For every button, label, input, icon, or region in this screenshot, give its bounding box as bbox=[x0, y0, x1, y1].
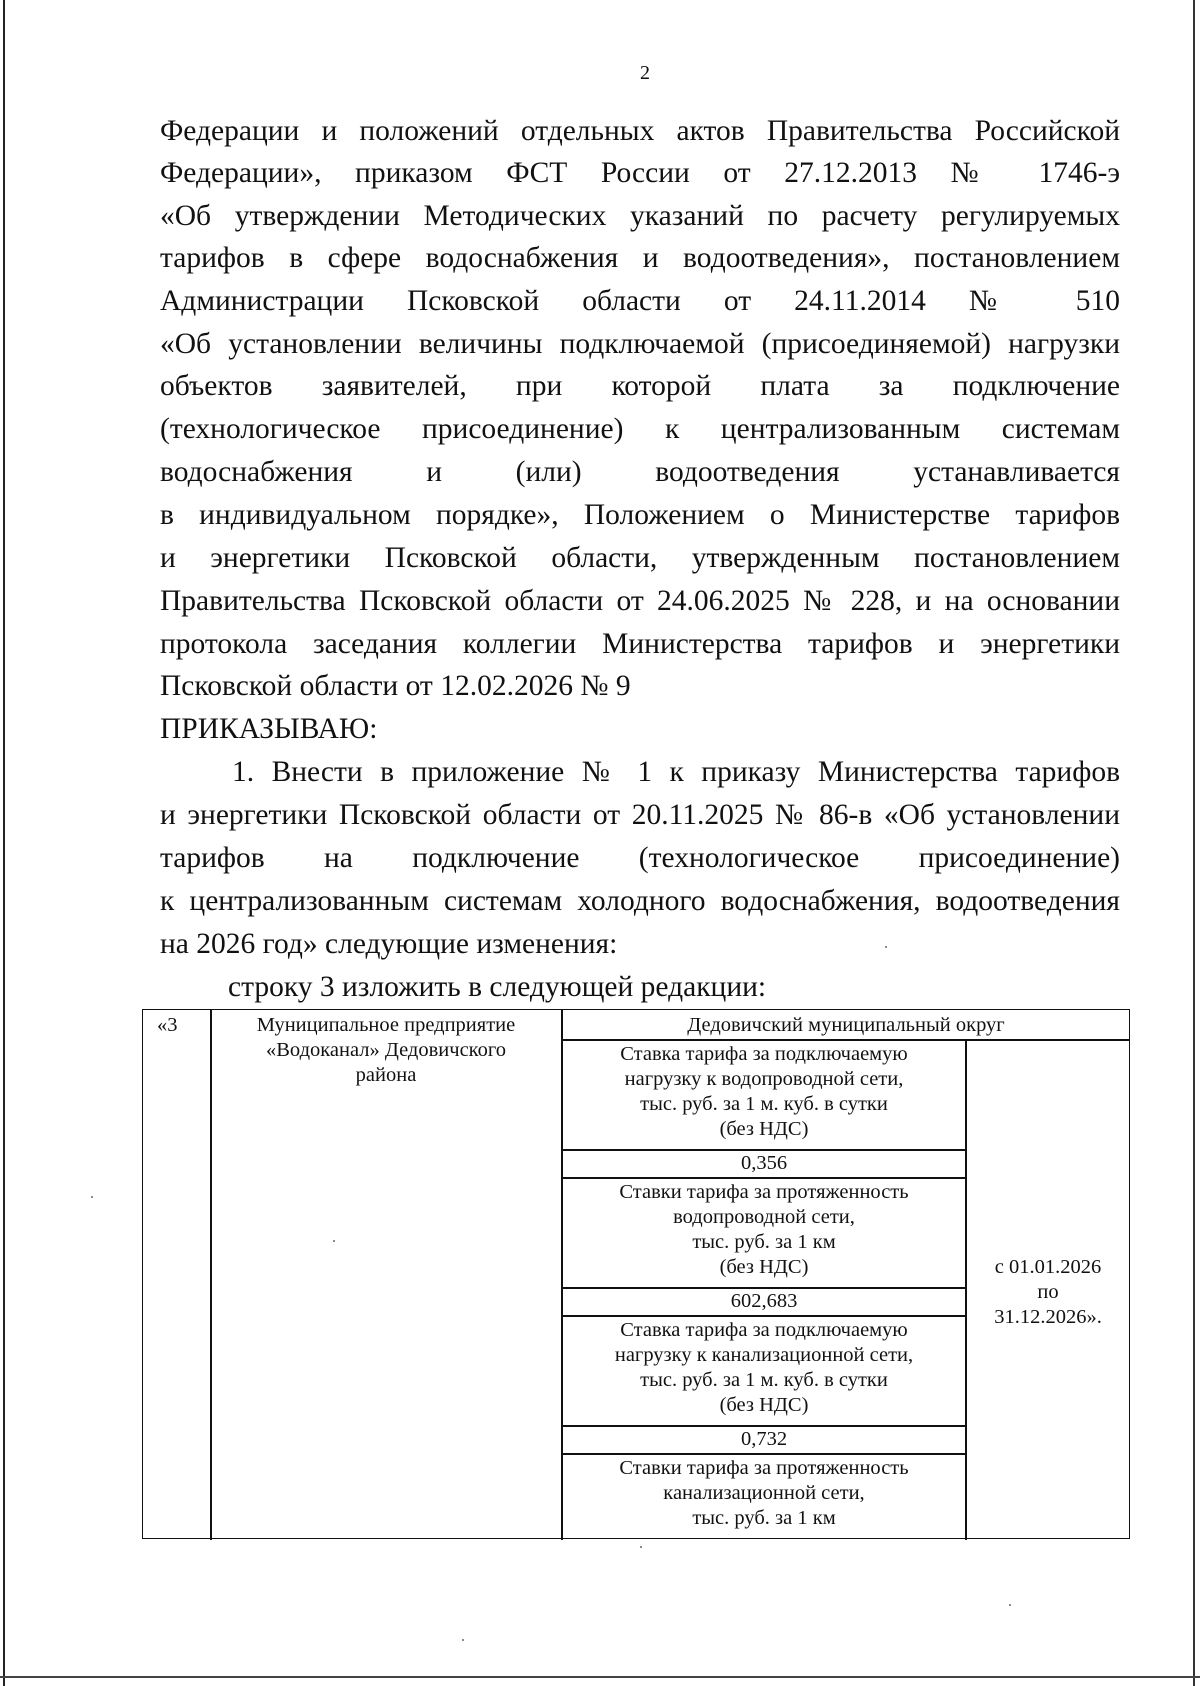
rate-label-cell bbox=[563, 1180, 965, 1280]
item1-line: и энергетики Псковской области от 20.11.2025 № 86-в «Об установлении bbox=[160, 799, 1120, 831]
rate-label-line: (без НДС) bbox=[719, 1394, 809, 1416]
rate-label-line: тыс. руб. за 1 км bbox=[692, 1507, 836, 1529]
rate-value-cell: 0,732 bbox=[740, 1428, 788, 1450]
rate-value-cell: 0,356 bbox=[740, 1152, 788, 1174]
rate-label-line: Ставки тарифа за протяженность bbox=[619, 1457, 909, 1479]
rate-label-line: Ставки тарифа за протяженность bbox=[619, 1181, 909, 1203]
table-intro: строку 3 изложить в следующей редакции: bbox=[228, 971, 767, 1003]
paragraph-line: объектов заявителей, при которой плата за подключение bbox=[160, 370, 1120, 402]
rate-label-line: тыс. руб. за 1 м. куб. в сутки bbox=[640, 1093, 888, 1115]
scan-speck bbox=[1009, 1604, 1011, 1606]
row-number: «3 bbox=[157, 1014, 178, 1036]
item1-last-line: на 2026 год» следующие изменения: bbox=[160, 928, 618, 960]
table-row-divider bbox=[561, 1453, 965, 1455]
page-number: 2 bbox=[640, 62, 650, 84]
organization-line: района bbox=[355, 1064, 417, 1086]
rate-label-cell bbox=[563, 1318, 965, 1418]
district-cell: Дедовичский муниципальный округ bbox=[687, 1014, 1005, 1036]
rate-label-cell bbox=[563, 1042, 965, 1142]
rate-label-line: Ставка тарифа за подключаемую bbox=[620, 1319, 908, 1341]
rate-label-line: тыс. руб. за 1 км bbox=[692, 1231, 836, 1253]
scan-speck bbox=[91, 1196, 93, 1198]
paragraph-last-line: Псковской области от 12.02.2026 № 9 bbox=[160, 670, 631, 702]
tariff-table bbox=[142, 1009, 1130, 1539]
item1-line: тарифов на подключение (технологическое присоединение) bbox=[160, 842, 1120, 874]
paragraph-line: протокола заседания коллегии Министерства тарифов и энергетики bbox=[160, 628, 1120, 660]
scan-edge-bottom bbox=[0, 1676, 1200, 1678]
paragraph-line: Федерации», приказом ФСТ России от 27.12.2013 № 1746-э bbox=[160, 157, 1120, 189]
rate-label-cell bbox=[563, 1456, 965, 1531]
rate-label-line: нагрузку к водопроводной сети, bbox=[624, 1068, 904, 1090]
rate-label-line: водопроводной сети, bbox=[673, 1206, 855, 1228]
paragraph-line: Правительства Псковской области от 24.06.2025 № 228, и на основании bbox=[160, 585, 1120, 617]
table-row-divider bbox=[561, 1039, 1129, 1041]
paragraph-line: в индивидуальном порядке», Положением о Министерстве тарифов bbox=[160, 499, 1120, 531]
table-row-divider bbox=[561, 1177, 965, 1179]
organization-cell bbox=[213, 1013, 559, 1088]
table-row-divider bbox=[561, 1315, 965, 1317]
table-col-divider bbox=[210, 1010, 212, 1540]
rate-label-line: (без НДС) bbox=[719, 1256, 809, 1278]
period-cell bbox=[967, 1255, 1129, 1330]
rate-label-line: (без НДС) bbox=[719, 1118, 809, 1140]
paragraph-line: и энергетики Псковской области, утвержденным постановлением bbox=[160, 542, 1120, 574]
scan-speck bbox=[333, 1240, 335, 1242]
item1-line: 1. Внести в приложение № 1 к приказу Министерства тарифов bbox=[232, 756, 1120, 788]
organization-line: Муниципальное предприятие bbox=[256, 1014, 516, 1036]
paragraph-line: «Об установлении величины подключаемой (присоединяемой) нагрузки bbox=[160, 328, 1120, 360]
rate-label-line: тыс. руб. за 1 м. куб. в сутки bbox=[640, 1369, 888, 1391]
period-line: 31.12.2026». bbox=[994, 1306, 1102, 1328]
scan-speck bbox=[640, 1546, 642, 1548]
period-line: по bbox=[1037, 1281, 1059, 1303]
organization-line: «Водоканал» Дедовичского bbox=[266, 1039, 506, 1061]
scan-speck bbox=[885, 946, 887, 948]
period-line: с 01.01.2026 bbox=[994, 1256, 1102, 1278]
paragraph-line: «Об утверждении Методических указаний по расчету регулируемых bbox=[160, 200, 1120, 232]
paragraph-line: Федерации и положений отдельных актов Правительства Российской bbox=[160, 115, 1120, 147]
rate-label-line: канализационной сети, bbox=[663, 1482, 865, 1504]
paragraph-line: тарифов в сфере водоснабжения и водоотведения», постановлением bbox=[160, 242, 1120, 274]
rate-value-cell: 602,683 bbox=[730, 1290, 798, 1312]
paragraph-line: Администрации Псковской области от 24.11.2014 № 510 bbox=[160, 285, 1120, 317]
rate-label-line: Ставка тарифа за подключаемую bbox=[620, 1043, 908, 1065]
order-word: ПРИКАЗЫВАЮ: bbox=[160, 713, 378, 745]
item1-line: к централизованным системам холодного водоснабжения, водоотведения bbox=[160, 885, 1120, 917]
scan-speck bbox=[462, 1639, 464, 1641]
rate-label-line: нагрузку к канализационной сети, bbox=[614, 1344, 914, 1366]
paragraph-line: (технологическое присоединение) к централизованным системам bbox=[160, 413, 1120, 445]
scan-edge-right bbox=[1193, 0, 1195, 1686]
scan-edge-left bbox=[3, 0, 5, 1686]
paragraph-line: водоснабжения и (или) водоотведения устанавливается bbox=[160, 456, 1120, 488]
